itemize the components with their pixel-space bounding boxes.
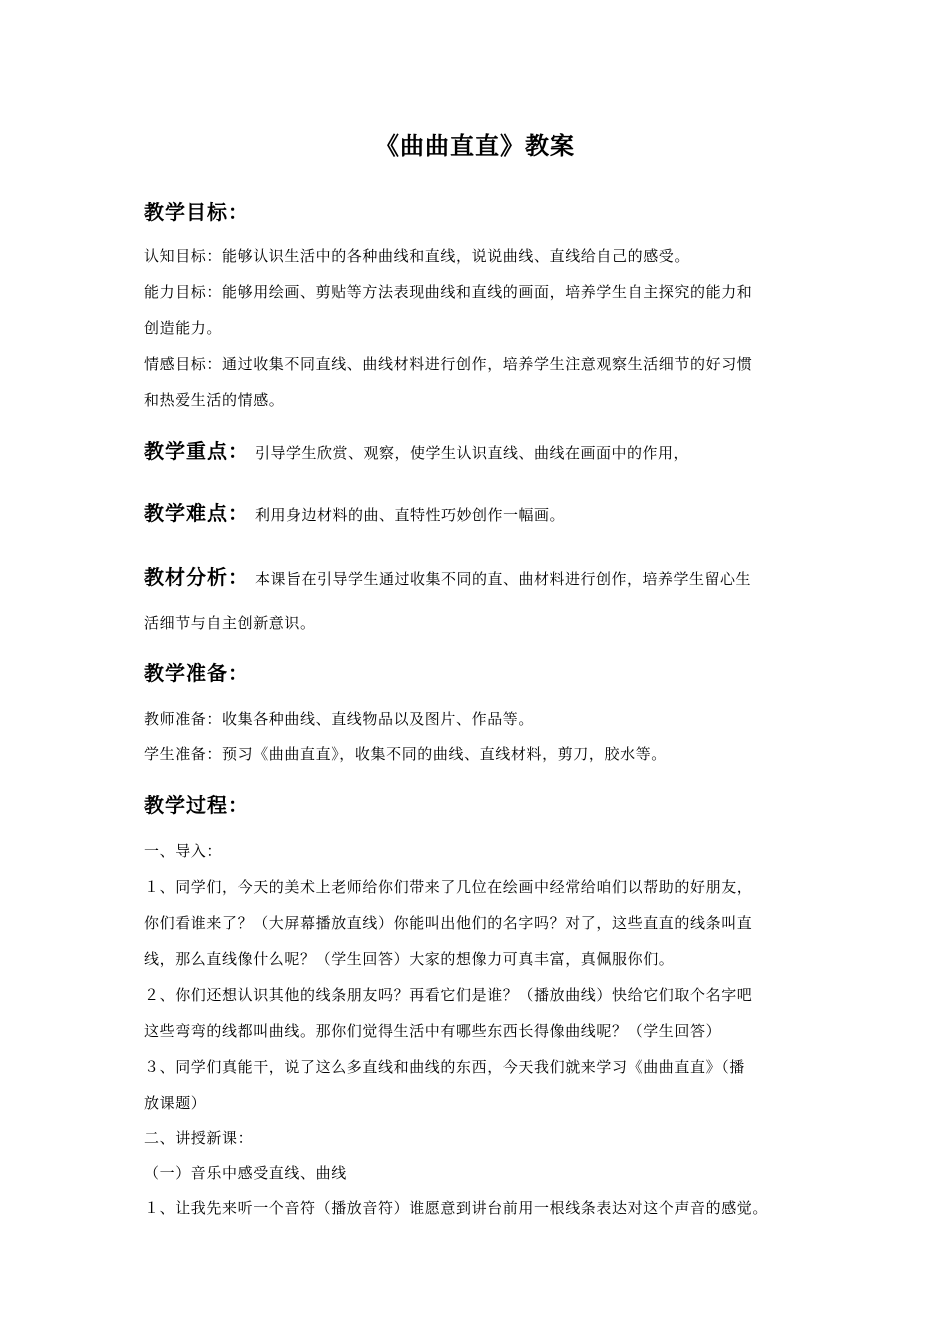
preparation-heading: 教学准备： (144, 661, 249, 685)
key-points-text: 引导学生欣赏、观察，使学生认识直线、曲线在画面中的作用， (255, 444, 690, 462)
objective-ability-line1: 能力目标：能够用绘画、剪贴等方法表现曲线和直线的画面，培养学生自主探究的能力和 (144, 283, 753, 301)
process-sub1-title: （一）音乐中感受直线、曲线 (144, 1164, 347, 1182)
process-heading: 教学过程： (144, 793, 249, 817)
document-title: 《曲曲直直》教案 (375, 132, 575, 160)
objective-cognitive: 认知目标：能够认识生活中的各种曲线和直线，说说曲线、直线给自己的感受。 (144, 247, 691, 265)
difficulties-heading: 教学难点： (144, 501, 249, 525)
process-sub1-item1: １、让我先来听一个音符（播放音符）谁愿意到讲台前用一根线条表达对这个声音的感觉。 (144, 1199, 769, 1217)
process-item3-line2: 放课题） (144, 1094, 207, 1112)
material-analysis-text-line2: 活细节与自主创新意识。 (144, 614, 316, 632)
preparation-teacher: 教师准备：收集各种曲线、直线物品以及图片、作品等。 (144, 710, 535, 728)
key-points-heading: 教学重点： (144, 439, 249, 463)
difficulties-row (144, 497, 565, 526)
process-item1-line1: １、同学们，今天的美术上老师给你们带来了几位在绘画中经常给咱们以帮助的好朋友， (144, 878, 753, 896)
process-item1-line3: 线，那么直线像什么呢？（学生回答）大家的想像力可真丰富，真佩服你们。 (144, 950, 675, 968)
objective-emotion-line1: 情感目标：通过收集不同直线、曲线材料进行创作，培养学生注意观察生活细节的好习惯 (144, 355, 753, 373)
process-item3-line1: ３、同学们真能干，说了这么多直线和曲线的东西，今天我们就来学习《曲曲直直》（播 (144, 1058, 745, 1076)
objective-emotion-line2: 和热爱生活的情感。 (144, 391, 285, 409)
key-points-row (144, 435, 689, 464)
process-section2-title: 二、讲授新课： (144, 1129, 254, 1147)
difficulties-text: 利用身边材料的曲、直特性巧妙创作一幅画。 (255, 506, 566, 524)
process-item2-line1: ２、你们还想认识其他的线条朋友吗？再看它们是谁？（播放曲线）快给它们取个名字吧 (144, 986, 753, 1004)
objective-ability-line2: 创造能力。 (144, 319, 223, 337)
material-analysis-text-line1: 本课旨在引导学生通过收集不同的直、曲材料进行创作，培养学生留心生 (255, 570, 752, 588)
process-section1-title: 一、导入： (144, 842, 223, 860)
material-analysis-row (144, 561, 751, 590)
process-item1-line2: 你们看谁来了？（大屏幕播放直线）你能叫出他们的名字吗？对了，这些直直的线条叫直 (144, 914, 753, 932)
objectives-heading: 教学目标： (144, 200, 249, 224)
material-analysis-heading: 教材分析： (144, 565, 249, 589)
process-item2-line2: 这些弯弯的线都叫曲线。那你们觉得生活中有哪些东西长得像曲线呢？（学生回答） (144, 1022, 722, 1040)
preparation-student: 学生准备：预习《曲曲直直》，收集不同的曲线、直线材料，剪刀，胶水等。 (144, 745, 667, 763)
